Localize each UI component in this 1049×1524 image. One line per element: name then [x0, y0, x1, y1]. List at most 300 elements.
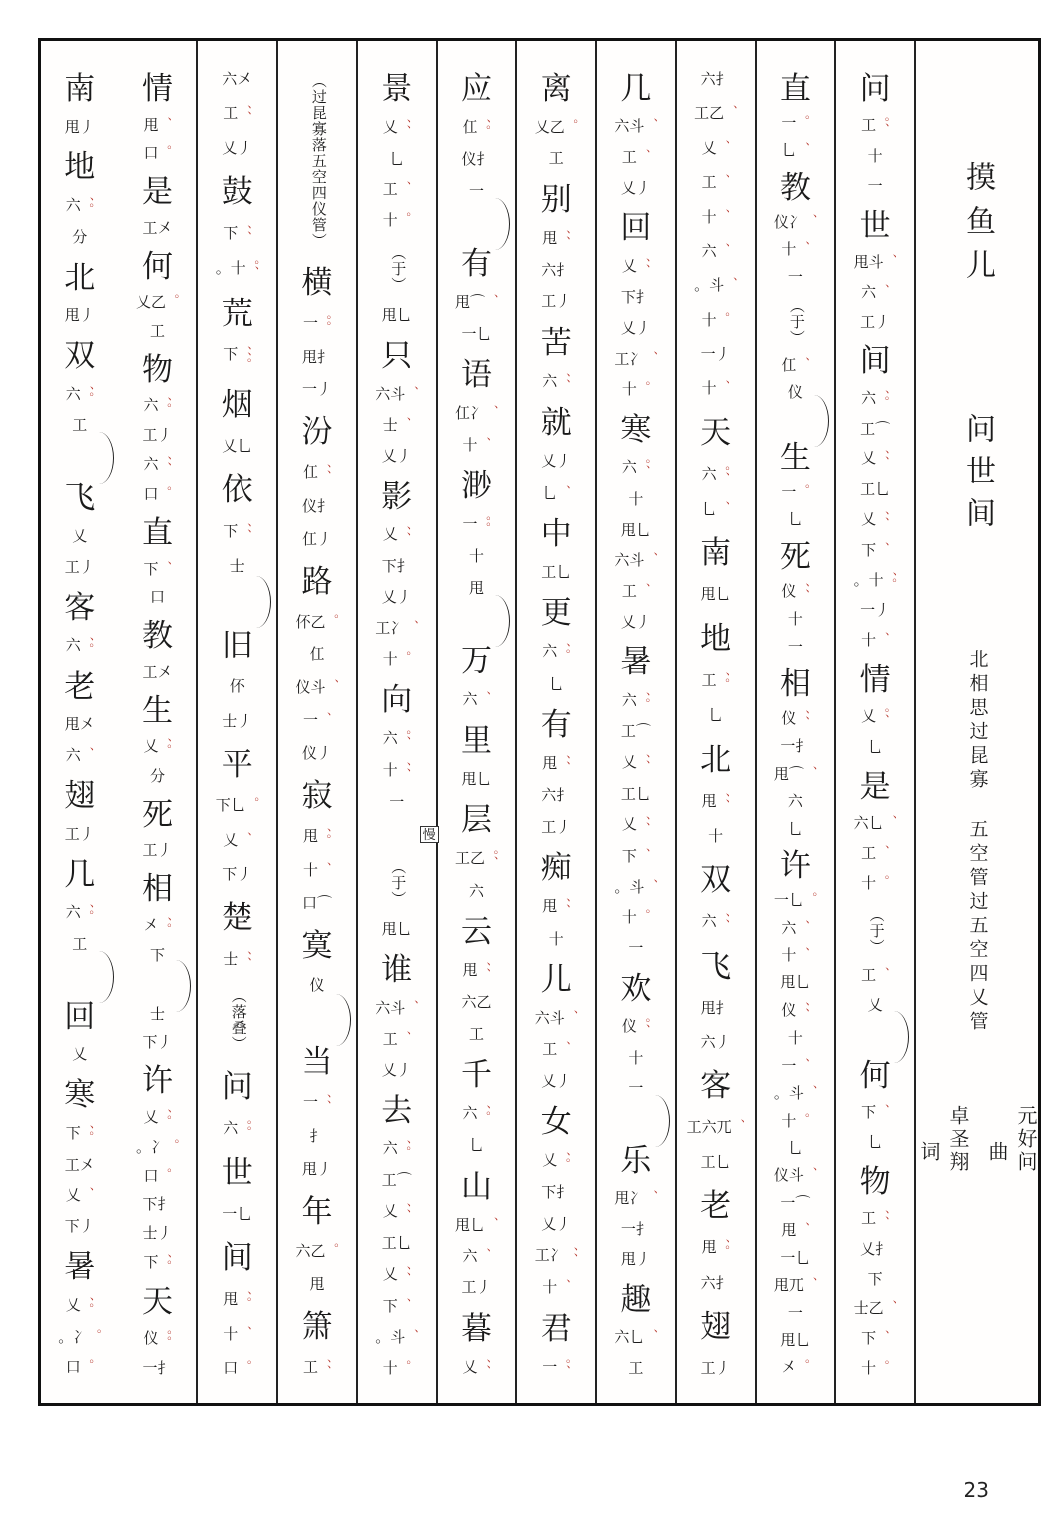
notation-glyph: 乂 — [72, 1047, 88, 1064]
notation-glyph: 工冫 — [375, 621, 406, 638]
notation-glyph: 甩乚 — [780, 975, 811, 992]
beat-marks: 。。 — [238, 1119, 253, 1138]
notation-token — [861, 847, 889, 862]
notation-glyph: 十 — [628, 1050, 644, 1067]
notation-glyph: 甩 — [701, 793, 717, 810]
notation-token — [222, 715, 252, 730]
notation-glyph: 下扌 — [381, 559, 412, 576]
notation-glyph: 乂 — [621, 754, 637, 771]
notation-token — [66, 639, 94, 655]
lyric-char: 路 — [301, 563, 333, 599]
beat-marks: 。 — [564, 118, 579, 131]
beat-marks: 。 — [397, 1359, 412, 1372]
notation-token — [701, 792, 731, 811]
notation-glyph: 六 — [787, 794, 803, 811]
notation-glyph: 甩乚 — [700, 587, 731, 604]
beat-marks: 、 — [644, 350, 659, 363]
notation-token — [702, 382, 730, 397]
notation-glyph: 十 — [781, 948, 797, 965]
beat-marks: 、 — [724, 277, 739, 290]
beat-marks: 、 — [477, 691, 492, 704]
lyric-char: 更 — [540, 595, 572, 631]
notation-glyph: 十 — [708, 828, 724, 845]
beat-marks: 、 — [484, 405, 499, 418]
beat-marks: 。 — [876, 874, 891, 887]
lyric-char: 寂 — [301, 778, 333, 814]
notation-token — [150, 949, 165, 964]
beat-marks: 、、 — [876, 450, 891, 469]
col-jing-zhi-ying — [358, 41, 438, 1403]
notation-token — [222, 1208, 252, 1223]
notation-glyph: 㐅 — [143, 917, 159, 934]
notation-glyph: 六丿 — [700, 1035, 731, 1052]
notation-token — [621, 291, 651, 306]
notation-glyph: 士丿 — [142, 1226, 173, 1243]
lyric-char: 间 — [221, 1239, 253, 1275]
lyric-char: 客 — [700, 1068, 732, 1104]
notation-glyph: 乚 — [787, 512, 803, 529]
notation-token — [687, 1121, 745, 1136]
lyric-char: 双 — [64, 338, 96, 374]
beat-marks: 、、 — [876, 1210, 891, 1229]
notation-token — [469, 582, 484, 597]
lyric-char: 烟 — [221, 387, 253, 423]
notation-token — [868, 180, 883, 195]
beat-marks: 、、 — [238, 105, 253, 124]
notation-glyph: 工⌒ — [381, 1173, 412, 1190]
notation-token — [622, 383, 650, 398]
lyric-char: 世 — [221, 1154, 253, 1190]
beat-marks: 、 — [803, 1085, 818, 1098]
notation-token — [143, 1108, 173, 1127]
notation-token — [65, 385, 95, 404]
notation-glyph: 仪冫 — [773, 214, 804, 231]
notation-glyph: 下 — [65, 1125, 81, 1142]
notation-glyph: 乂丿 — [541, 1073, 572, 1090]
notation-glyph: 工丿 — [142, 843, 173, 860]
lyric-char: 当 — [301, 1044, 333, 1080]
beat-marks: 、。 — [80, 904, 95, 923]
notation-glyph: 下 — [223, 347, 239, 364]
beat-marks: 、、 — [397, 761, 412, 780]
notation-token — [541, 566, 571, 581]
notation-glyph: 十 — [861, 875, 877, 892]
lyric-char: 楚 — [221, 899, 253, 935]
beat-marks: 、 — [557, 1279, 572, 1292]
lyric-char: 问 — [221, 1069, 253, 1105]
notation-token — [788, 513, 803, 528]
notation-token — [65, 309, 95, 324]
beat-marks: 、 — [477, 1248, 492, 1261]
beat-marks: 。。 — [158, 1329, 173, 1348]
notation-glyph: 六 — [65, 638, 81, 655]
beat-marks: 、 — [716, 501, 731, 514]
notation-glyph: 六 — [143, 398, 159, 415]
beat-marks: 。 — [876, 1359, 891, 1372]
notation-glyph: 乂 — [861, 709, 877, 726]
notation-token — [621, 1223, 651, 1238]
notation-glyph: 乂丿 — [620, 614, 651, 631]
beat-marks: 、 — [644, 118, 659, 131]
lyric-char: 南 — [64, 71, 96, 106]
notation-glyph: 。斗 — [694, 278, 725, 295]
beat-marks: 。、 — [397, 729, 412, 748]
lyric-char: 平 — [221, 746, 253, 782]
notation-glyph: 十 — [867, 149, 883, 166]
col-tian-nan — [677, 41, 757, 1403]
notation-token — [781, 1057, 811, 1075]
beat-marks: 。 — [80, 1359, 95, 1372]
lyric-char: 谁 — [381, 952, 413, 988]
notation-glyph: 甩扌 — [700, 1000, 731, 1017]
notation-token — [788, 1142, 803, 1157]
notation-token — [534, 118, 579, 136]
notation-token — [150, 591, 165, 606]
notation-token — [66, 906, 94, 922]
notation-glyph: 甩丿 — [620, 1252, 651, 1269]
notation-glyph: 口 — [143, 1168, 159, 1185]
lyric-char: 地 — [700, 620, 732, 656]
notation-token — [462, 436, 492, 454]
col-gu-huang — [198, 41, 278, 1403]
notation-glyph: 士 — [382, 417, 398, 434]
notation-glyph: 工乚 — [541, 564, 572, 581]
notation-glyph: 仪 — [143, 1330, 159, 1347]
beat-marks: 、、 — [716, 913, 731, 932]
notation-glyph: 工 — [861, 968, 877, 985]
beat-marks: 。 — [803, 892, 818, 905]
slur-arc — [893, 1011, 909, 1063]
notation-token — [861, 710, 889, 726]
notation-token — [382, 923, 412, 938]
notation-token — [541, 264, 571, 279]
notation-glyph: 一 — [389, 794, 405, 811]
notation-token — [223, 525, 251, 541]
parenthetical-syllable: （于） — [787, 298, 804, 347]
notation-glyph: 下 — [867, 1271, 883, 1288]
notation-token — [860, 1243, 890, 1258]
beat-marks: 、。 — [80, 1296, 95, 1315]
notation-token — [462, 1104, 492, 1123]
beat-marks: 、 — [636, 582, 651, 595]
notation-token — [622, 461, 650, 477]
notation-token — [302, 1358, 332, 1377]
beat-marks: 。 — [245, 797, 260, 810]
notation-token — [788, 271, 803, 286]
beat-marks: 、、 — [238, 523, 253, 542]
notation-glyph: 十 — [861, 1360, 877, 1377]
notation-glyph: 下扌 — [620, 290, 651, 307]
notation-glyph: 甩 — [542, 230, 558, 247]
notation-glyph: 仪 — [781, 711, 797, 728]
notation-glyph: 一乚 — [222, 1206, 253, 1223]
notation-glyph: 一 — [468, 183, 484, 200]
lyric-char: 横 — [301, 264, 333, 300]
notation-token — [774, 1169, 817, 1184]
notation-glyph: 士 — [229, 559, 245, 576]
notation-glyph: 。斗 — [375, 1330, 406, 1347]
notation-glyph: 甩 — [542, 756, 558, 773]
notation-glyph: 甩 — [302, 828, 318, 845]
notation-glyph: 工丿 — [541, 819, 572, 836]
notation-token — [143, 666, 173, 681]
notation-token — [861, 452, 889, 468]
beat-marks: 、 — [876, 845, 891, 858]
notation-glyph: 六 — [861, 284, 877, 301]
lyric-char: 是 — [859, 768, 891, 804]
notation-glyph: 甩乚 — [461, 771, 492, 788]
lyric-char: 旧 — [221, 627, 253, 663]
notation-glyph: 下扌 — [541, 1185, 572, 1202]
notation-glyph: 甩斗 — [853, 255, 884, 272]
notation-glyph: 下扌 — [142, 1197, 173, 1214]
notation-glyph: 乂 — [621, 817, 637, 834]
notation-glyph: 甩㐅 — [64, 717, 95, 734]
notation-token — [708, 709, 723, 724]
notation-glyph: 下 — [223, 524, 239, 541]
slur-arc — [255, 576, 271, 628]
notation-glyph: 一扌 — [620, 1221, 651, 1238]
notation-token — [861, 969, 889, 984]
notation-glyph: 一 — [867, 178, 883, 195]
lyric-char: 地 — [64, 149, 96, 185]
notation-token — [143, 1036, 173, 1051]
lyric-char: 只 — [381, 338, 413, 374]
notation-glyph: 十 — [787, 1031, 803, 1048]
col-li-bie — [517, 41, 597, 1403]
notation-token — [223, 1119, 253, 1138]
notation-token — [860, 316, 890, 331]
lyric-char: 依 — [221, 472, 253, 508]
notation-token — [622, 911, 650, 926]
notation-token — [701, 465, 731, 484]
beat-marks: 、、 — [557, 372, 572, 391]
notation-token — [701, 348, 731, 363]
notation-glyph: 工 — [621, 149, 637, 166]
notation-glyph: 一 — [781, 116, 797, 133]
beat-marks: 。、 — [557, 1358, 572, 1377]
notation-token — [216, 262, 259, 278]
beat-marks: 、、 — [397, 526, 412, 545]
notation-token — [861, 1359, 891, 1377]
notation-glyph: 。冫 — [58, 1329, 89, 1346]
beat-marks: 、 — [644, 1329, 659, 1342]
notation-token — [223, 1325, 253, 1343]
notation-glyph: 仜 — [462, 119, 478, 136]
lyric-char: 天 — [142, 1284, 174, 1320]
notation-token — [65, 1124, 95, 1143]
col-heng-fen — [278, 41, 358, 1403]
lyric-char: 乐 — [620, 1142, 652, 1178]
notation-glyph: 口 — [143, 146, 159, 163]
beat-marks: 、 — [716, 139, 731, 152]
notation-glyph: 六 — [65, 905, 81, 922]
slur-arc — [494, 595, 510, 647]
notation-token — [382, 309, 412, 324]
notation-token — [621, 691, 651, 710]
notation-glyph: 乚 — [389, 151, 405, 168]
lyric-char: 寒 — [64, 1077, 96, 1113]
notation-token — [143, 429, 173, 444]
lyric-char: 中 — [540, 515, 572, 551]
beat-marks: 、、 — [397, 1266, 412, 1285]
notation-glyph: 仜冫 — [454, 406, 485, 423]
notation-token — [382, 729, 412, 748]
beat-marks: 、 — [405, 620, 420, 633]
lyric-char: 向 — [381, 682, 413, 718]
notation-token — [216, 799, 259, 814]
notation-glyph: 乂 — [65, 1297, 81, 1314]
notation-glyph: 仪 — [621, 1018, 637, 1035]
notation-token — [542, 229, 572, 248]
notation-token — [72, 419, 87, 434]
beat-marks: 、。 — [80, 196, 95, 215]
notation-token — [628, 493, 643, 508]
lyric-char: 世 — [859, 207, 891, 243]
notation-token — [628, 1082, 643, 1097]
piece-subtitle: 问世间 — [961, 413, 994, 539]
notation-glyph: 六扌 — [700, 72, 731, 88]
lyric-char: 飞 — [64, 480, 96, 516]
beat-marks: 、。 — [477, 118, 492, 137]
lyric-char: 景 — [381, 71, 413, 106]
notation-token — [621, 582, 651, 600]
lyric-char: 女 — [540, 1103, 572, 1139]
beat-marks: 、、 — [636, 816, 651, 835]
lyric-char: 翅 — [64, 778, 96, 814]
notation-glyph: 十 — [787, 612, 803, 629]
slur-arc — [494, 198, 510, 250]
notation-glyph: 下 — [223, 226, 239, 243]
beat-marks: 、 — [477, 436, 492, 449]
beat-marks: 、、 — [796, 1001, 811, 1020]
notation-token — [854, 256, 897, 271]
lyric-char: 趣 — [620, 1281, 652, 1317]
lyric-char: 双 — [700, 862, 732, 898]
notation-glyph: 工乙 — [454, 851, 485, 868]
beat-marks: 、。 — [477, 1104, 492, 1123]
lyric-char: 北 — [700, 741, 732, 777]
beat-marks: 、、 — [796, 710, 811, 729]
notation-token — [383, 1142, 411, 1158]
notation-glyph: 六乙 — [295, 1244, 326, 1261]
notation-glyph: 仪 — [781, 583, 797, 600]
lyric-char: 几 — [620, 71, 652, 106]
beat-marks: 、。 — [557, 643, 572, 662]
notation-token — [144, 488, 172, 503]
lyric-char: 是 — [142, 174, 174, 210]
lyric-char: 南 — [700, 535, 732, 571]
notation-glyph: 下 — [150, 947, 166, 964]
notation-token — [65, 121, 95, 136]
notation-token — [144, 458, 172, 474]
tube-label: 五空管过五空四乂管 — [966, 819, 988, 1035]
notation-glyph: 甩 — [468, 580, 484, 597]
beat-marks: 。 — [158, 1167, 173, 1180]
notation-token — [382, 1359, 412, 1377]
lyric-char: 山 — [460, 1168, 492, 1204]
beat-marks: 。 — [796, 1359, 811, 1372]
beat-marks: 、、。 — [238, 346, 253, 371]
notation-token — [621, 182, 651, 197]
notation-glyph: 甩扌 — [301, 349, 332, 366]
notation-token — [701, 1002, 731, 1017]
lyric-char: 几 — [64, 856, 96, 892]
notation-glyph: 乂 — [382, 1204, 398, 1221]
beat-marks: 、、 — [557, 229, 572, 248]
notation-token — [223, 1290, 253, 1309]
notation-glyph: 一扌 — [142, 1360, 173, 1377]
notation-glyph: 工 — [701, 175, 717, 192]
notation-token — [861, 283, 891, 301]
beat-marks: 、 — [484, 1216, 499, 1229]
notation-token — [382, 761, 412, 780]
notation-glyph: 一 — [302, 315, 318, 332]
notation-glyph: 下丿 — [142, 1035, 173, 1052]
notation-glyph: 士 — [150, 1006, 166, 1023]
notation-glyph: 一 — [628, 940, 644, 957]
notation-glyph: 仪 — [787, 385, 803, 402]
notation-glyph: 。十 — [853, 572, 884, 589]
notation-glyph: 乚 — [781, 143, 797, 160]
notation-glyph: 工 — [861, 846, 877, 863]
notation-glyph: 乂丿 — [541, 1216, 572, 1233]
notation-token — [781, 1361, 809, 1376]
lyric-char: 相 — [142, 871, 174, 907]
notation-glyph: 分 — [150, 769, 166, 786]
notation-glyph: 下 — [621, 848, 637, 865]
notation-glyph: 伓乙 — [295, 614, 326, 631]
beat-marks: 、 — [876, 541, 891, 554]
beat-marks: 、 — [644, 552, 659, 565]
notation-token — [788, 641, 803, 656]
beat-marks: 、 — [796, 947, 811, 960]
notation-token — [72, 938, 87, 953]
notation-token — [621, 1017, 651, 1036]
notation-token — [295, 1245, 338, 1260]
notation-token — [708, 830, 723, 845]
lyric-char: 暑 — [620, 644, 652, 680]
beat-marks: 、。 — [716, 1239, 731, 1258]
notation-glyph: 工六兀 — [686, 1120, 732, 1137]
beat-marks: 、 — [238, 1325, 253, 1338]
notation-token — [861, 389, 891, 408]
lyric-char: 老 — [700, 1188, 732, 1224]
notation-token — [861, 1212, 889, 1228]
beat-marks: 、、 — [158, 456, 173, 475]
notation-token — [701, 139, 731, 157]
notation-glyph: 六 — [382, 730, 398, 747]
beat-marks: 、。 — [876, 389, 891, 408]
notation-token — [780, 1252, 810, 1267]
notation-token — [868, 741, 883, 756]
notation-token — [773, 765, 818, 783]
notation-token — [541, 789, 571, 804]
notation-token — [389, 796, 404, 811]
notation-token — [375, 999, 420, 1017]
notation-token — [143, 116, 173, 134]
notation-token — [383, 1268, 411, 1284]
notation-glyph: 一 — [787, 269, 803, 286]
notation-token — [65, 718, 95, 733]
notation-token — [375, 622, 418, 637]
beat-marks: 。、 — [636, 459, 651, 478]
notation-glyph: 工⌒ — [860, 421, 891, 438]
beat-marks: 、。 — [397, 1140, 412, 1159]
notation-token — [541, 295, 571, 310]
notation-glyph: 下 — [382, 1299, 398, 1316]
notation-glyph: 十 — [542, 1280, 558, 1297]
